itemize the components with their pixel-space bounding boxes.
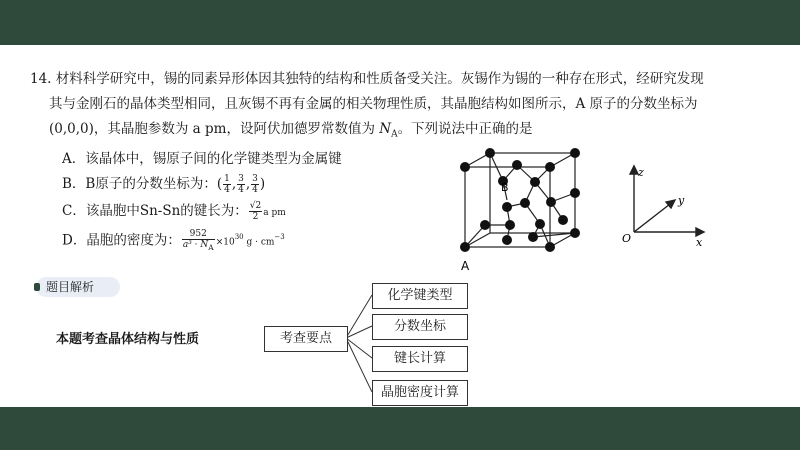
analysis-topic: 本题考查晶体结构与性质 — [56, 332, 200, 347]
na-symbol: N — [379, 121, 392, 137]
option-b: B．B原子的分数坐标为：( $\frac{1}{4}$ , $\frac{3}{4}$ , $\frac{3}{4}$ ) — [62, 174, 266, 195]
option-c-text: C．该晶胞中Sn-Sn的键长为： — [62, 203, 248, 219]
density-den-sub: A — [208, 242, 214, 252]
axis-x-label: x — [696, 236, 703, 249]
frac-num: 3 — [252, 174, 258, 184]
density-den-text: a³ · N — [182, 240, 209, 251]
frac-num: √2 — [249, 201, 262, 211]
na-subscript: A — [391, 129, 398, 140]
option-b-text: B．B原子的分数坐标为：( — [62, 176, 223, 192]
mindmap-point-4: 晶胞密度计算 — [372, 380, 468, 406]
axis-y-label: y — [678, 194, 685, 207]
option-d-mid: ×10 — [215, 237, 235, 248]
axis-z-label: z — [638, 166, 644, 179]
frac-num: 3 — [238, 174, 244, 184]
frac-den: 4 — [224, 185, 230, 195]
frac-den: 4 — [252, 185, 258, 195]
atom-a-label: A — [461, 259, 470, 273]
mindmap-point-2: 分数坐标 — [372, 314, 468, 340]
question-text-3a: (0,0,0)，其晶胞参数为 a pm，设阿伏加德罗常数值为 — [49, 121, 380, 137]
mindmap-root: 考查要点 — [264, 326, 348, 352]
atom-b-label: B — [501, 181, 509, 194]
frac-den: 4 — [238, 185, 244, 195]
question-line-2: 其与金刚石的晶体类型相同，且灰锡不再有金属的相关物理性质，其晶胞结构如图所示，A 原子的分数坐标为 — [49, 96, 698, 112]
question-number: 14. — [30, 71, 52, 87]
option-a: A．该晶体中，锡原子间的化学键类型为金属键 — [62, 151, 342, 167]
question-text-3d: 。下列说法中正确的是 — [397, 121, 533, 137]
option-d-unit-exp: −3 — [274, 233, 285, 241]
mindmap-point-1: 化学键类型 — [372, 283, 468, 309]
frac-num: 952 — [182, 229, 215, 240]
frac-den: 2 — [252, 212, 259, 222]
question-text-1: 材料科学研究中，锡的同素异形体因其独特的结构和性质备受关注。灰锡作为锡的一种存在形式，经研究发现 — [55, 71, 704, 87]
option-d-unit: g · cm — [243, 237, 275, 248]
frac-num: 1 — [224, 174, 230, 184]
option-d-text: D．晶胞的密度为： — [62, 232, 181, 249]
origin-label: O — [622, 232, 632, 245]
mindmap-point-3: 键长计算 — [372, 346, 468, 372]
option-d-exp: 30 — [234, 233, 244, 241]
option-b-end: ) — [259, 176, 266, 192]
analysis-tag-label: 题目解析 — [46, 280, 95, 294]
bottom-banner — [0, 407, 800, 450]
option-c-end: a pm — [263, 208, 286, 218]
